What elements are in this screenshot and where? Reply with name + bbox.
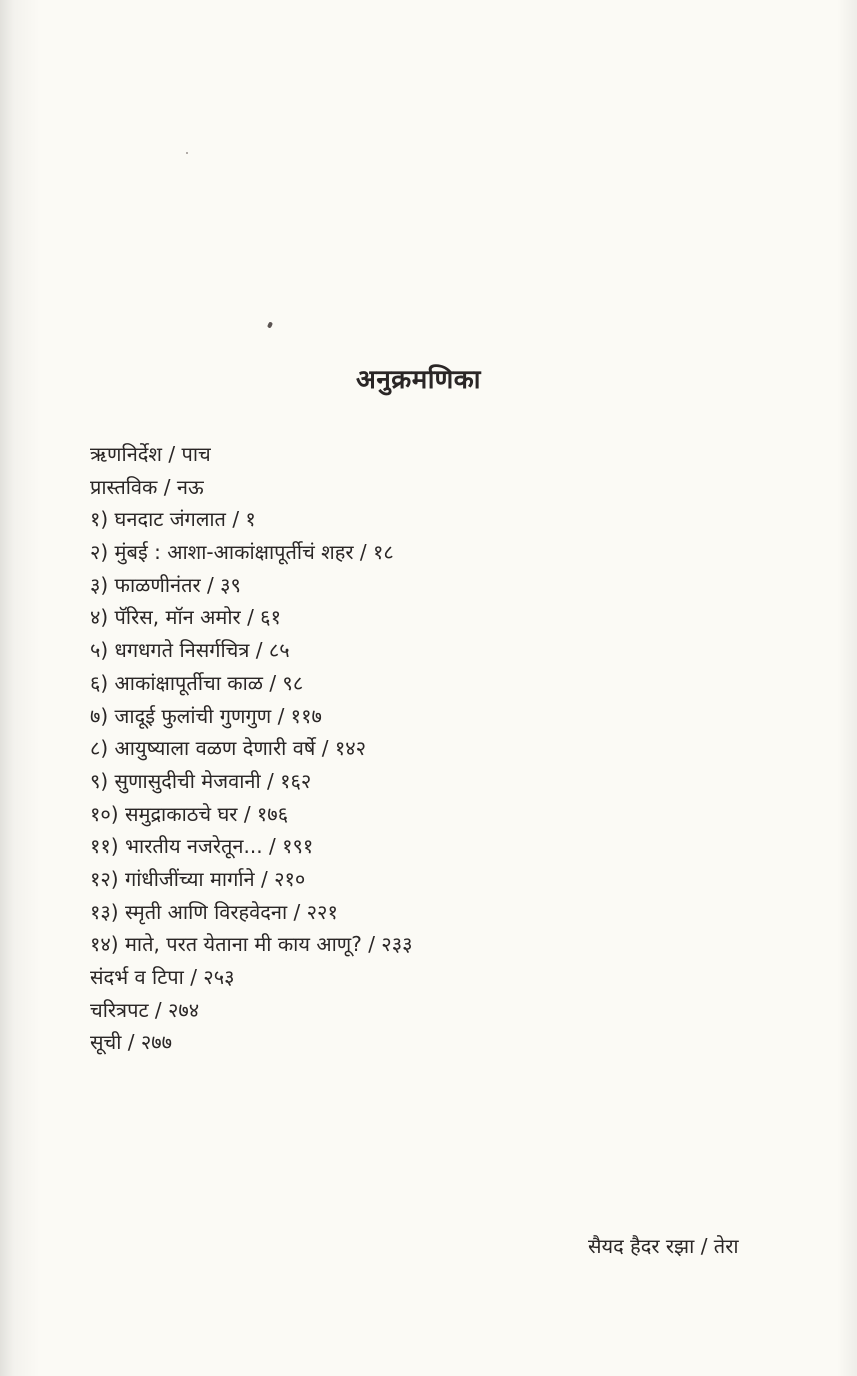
toc-entry: ३) फाळणीनंतर / ३९ bbox=[90, 572, 241, 597]
toc-entry: ११) भारतीय नजरेतून... / १९१ bbox=[90, 834, 314, 859]
table-of-contents bbox=[90, 438, 413, 1059]
toc-entry: सूची / २७७ bbox=[90, 1030, 173, 1055]
toc-entry: १०) समुद्राकाठचे घर / १७६ bbox=[90, 801, 289, 826]
toc-entry: १२) गांधीजींच्या मार्गाने / २१० bbox=[90, 866, 306, 891]
toc-entry: ५) धगधगते निसर्गचित्र / ८५ bbox=[90, 638, 290, 663]
toc-entry: ८) आयुष्याला वळण देणारी वर्षे / १४२ bbox=[90, 736, 367, 761]
toc-entry: १४) माते, परत येताना मी काय आणू? / २३३ bbox=[90, 932, 413, 957]
page-footer: सैयद हैदर रझा / तेरा bbox=[588, 1234, 739, 1258]
toc-entry: ९) सुणासुदीची मेजवानी / १६२ bbox=[90, 768, 312, 793]
paper-speck bbox=[186, 152, 188, 154]
toc-entry: चरित्रपट / २७४ bbox=[90, 997, 200, 1022]
toc-entry: १३) स्मृती आणि विरहवेदना / २२१ bbox=[90, 899, 338, 924]
toc-entry: प्रास्तविक / नऊ bbox=[90, 474, 204, 499]
page-title bbox=[0, 360, 857, 396]
toc-entry: ७) जादूई फुलांची गुणगुण / ११७ bbox=[90, 703, 322, 728]
page-title-text: अनुक्रमणिका bbox=[355, 365, 482, 395]
toc-entry: ६) आकांक्षापूर्तीचा काळ / ९८ bbox=[90, 670, 304, 695]
toc-entry: २) मुंबई : आशा-आकांक्षापूर्तीचं शहर / १८ bbox=[90, 540, 394, 565]
ink-speck bbox=[267, 321, 273, 328]
toc-entry: १) घनदाट जंगलात / १ bbox=[90, 507, 256, 532]
toc-entry: संदर्भ व टिपा / २५३ bbox=[90, 965, 235, 989]
toc-entry: ऋणनिर्देश / पाच bbox=[90, 442, 211, 466]
toc-entry: ४) पॅरिस, मॉन अमोर / ६१ bbox=[90, 605, 281, 630]
